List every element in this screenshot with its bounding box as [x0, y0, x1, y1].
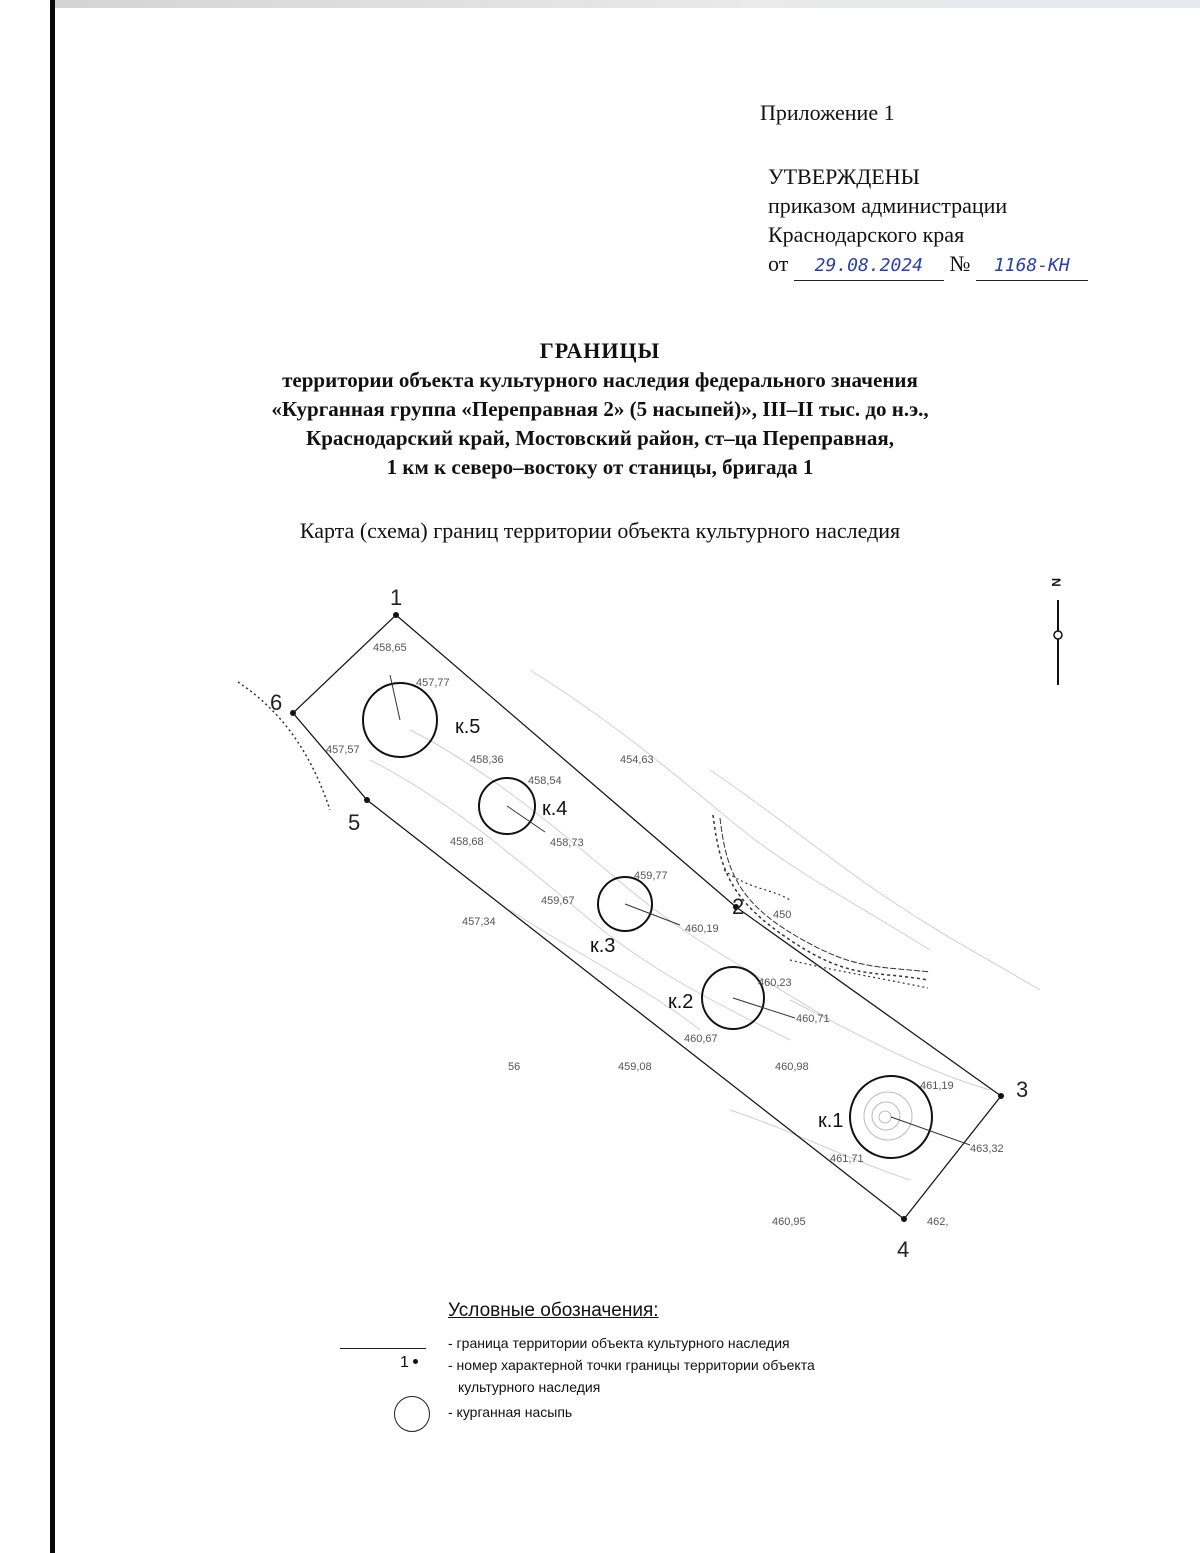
elevation-mark: 56	[508, 1061, 521, 1073]
approval-block	[768, 162, 1088, 281]
handwritten-number: 1168-КН	[976, 251, 1088, 281]
point-label-2: 2	[732, 894, 745, 919]
boundary-point-6	[290, 710, 296, 716]
boundary-point-1	[393, 612, 399, 618]
legend-point-text-2: культурного наследия	[458, 1379, 601, 1395]
document-title	[0, 338, 1200, 482]
legend-mound-sample	[394, 1396, 430, 1432]
mound-label-3: к.3	[590, 935, 616, 957]
legend-point-number: 1	[400, 1354, 409, 1371]
boundary-points	[290, 612, 1004, 1222]
legend-mound-text: - курганная насыпь	[448, 1404, 573, 1420]
boundary-point-4	[901, 1216, 907, 1222]
elevation-mark: 460,95	[772, 1216, 806, 1228]
elevation-mark: 458,65	[373, 642, 407, 654]
point-label-1: 1	[390, 585, 403, 610]
legend-point-dot	[413, 1359, 418, 1364]
appendix-label: Приложение 1	[760, 100, 895, 125]
elevation-mark: 458,54	[528, 775, 562, 787]
scan-edge-top	[55, 0, 1200, 8]
approval-date-number	[768, 249, 1088, 281]
point-label-4: 4	[897, 1237, 910, 1262]
approved-title: УТВЕРЖДЕНЫ	[768, 164, 920, 189]
elevation-mark: 463,32	[970, 1143, 1004, 1155]
elevation-mark: 460,67	[684, 1033, 718, 1045]
elevation-mark: 459,08	[618, 1061, 652, 1073]
number-prefix: №	[949, 251, 971, 276]
title-line-3: Краснодарский край, Мостовский район, ст–ца Переправная,	[306, 426, 894, 450]
elevation-mark: 454,63	[620, 754, 654, 766]
elevation-mark: 460,98	[775, 1061, 809, 1073]
elevation-mark: 450	[773, 909, 792, 921]
handwritten-date: 29.08.2024	[794, 251, 944, 281]
elevation-mark: 459,67	[541, 895, 575, 907]
legend-title: Условные обозначения:	[448, 1300, 659, 1321]
elevation-mark: 462,	[927, 1216, 949, 1228]
mound-1-contours	[864, 1092, 912, 1140]
map-subtitle: Карта (схема) границ территории объекта культурного наследия	[299, 518, 901, 543]
territory-boundary	[293, 615, 1001, 1219]
elevation-mark: 460,23	[758, 977, 792, 989]
point-label-5: 5	[348, 810, 361, 835]
mound-label-1: к.1	[818, 1110, 844, 1132]
north-label: N	[1049, 578, 1063, 587]
boundary-map	[230, 570, 1090, 1270]
boundary-point-5	[364, 797, 370, 803]
legend-boundary-line-sample	[340, 1348, 426, 1349]
elevation-mark: 461,19	[920, 1080, 954, 1092]
legend-boundary-text: - граница территории объекта культурного наследия	[448, 1335, 790, 1351]
north-arrow	[1049, 578, 1063, 685]
mound-label-5: к.5	[455, 716, 481, 738]
title-line-1: территории объекта культурного наследия федерального значения	[282, 368, 918, 392]
elevation-mark: 461,71	[830, 1153, 864, 1165]
scan-edge-left	[50, 0, 55, 1553]
point-label-3: 3	[1016, 1077, 1029, 1102]
elevation-mark: 460,19	[685, 923, 719, 935]
elevation-mark: 460,71	[796, 1013, 830, 1025]
elevation-mark: 457,77	[416, 677, 450, 689]
boundary-point-3	[998, 1093, 1004, 1099]
elevation-mark: 458,68	[450, 836, 484, 848]
mound-label-2: к.2	[668, 991, 694, 1013]
approved-by-line-1: приказом администрации	[768, 193, 1008, 218]
elevation-mark: 459,77	[634, 870, 668, 882]
elevation-mark: 458,73	[550, 837, 584, 849]
legend-point-text-1: - номер характерной точки границы территории объекта	[448, 1357, 815, 1373]
leader-lines	[390, 675, 970, 1145]
elevation-mark: 457,34	[462, 916, 496, 928]
mound-label-4: к.4	[542, 798, 568, 820]
title-main: ГРАНИЦЫ	[539, 338, 661, 363]
elevation-mark: 458,36	[470, 754, 504, 766]
legend-point-sample	[400, 1354, 418, 1372]
approved-by-line-2: Краснодарского края	[768, 222, 965, 247]
point-label-6: 6	[270, 690, 283, 715]
date-prefix: от	[768, 251, 789, 276]
elevation-mark: 457,57	[326, 744, 360, 756]
title-line-2: «Курганная группа «Переправная 2» (5 насыпей)», III–II тыс. до н.э.,	[271, 397, 929, 421]
road-features	[238, 682, 930, 988]
title-line-4: 1 км к северо–востоку от станицы, бригада 1	[386, 455, 814, 479]
